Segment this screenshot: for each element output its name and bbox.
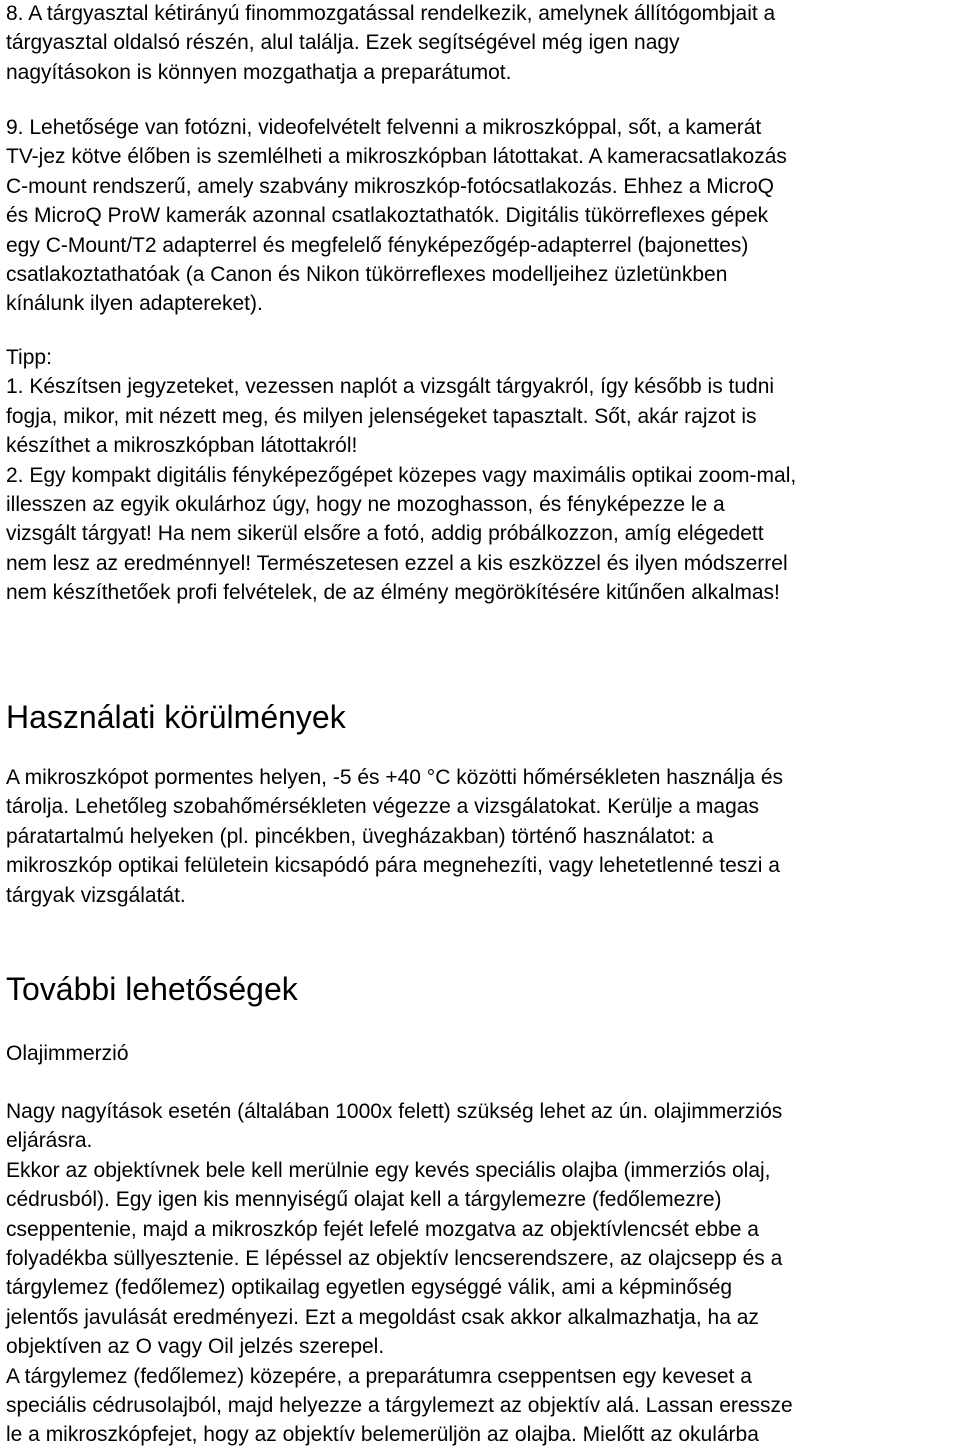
text-line: A mikroszkópot pormentes helyen, -5 és +40 °C közötti hőmérsékleten használja és <box>6 766 784 789</box>
subheading-oil-immersion <box>6 1039 129 1068</box>
text-line: Olajimmerzió <box>6 1042 129 1065</box>
paragraph-tips <box>6 343 796 608</box>
text-line: illesszen az egyik okulárhoz úgy, hogy ne mozoghasson, és fényképezze le a <box>6 493 725 517</box>
text-line: tárolja. Lehetőleg szobahőmérsékleten végezze a vizsgálatokat. Kerülje a magas <box>6 795 759 819</box>
text-line: készíthet a mikroszkópban látottakról! <box>6 434 358 458</box>
text-line: le a mikroszkópfejet, hogy az objektív belemerüljön az olajba. Mielőtt az okulárba <box>6 1423 759 1447</box>
text-line: tárgyasztal oldalsó részén, alul találja. Ezek segítségével még igen nagy <box>6 31 680 55</box>
text-line: tárgylemez (fedőlemez) optikailag egyetlen egységgé válik, ami a képminőség <box>6 1276 733 1300</box>
text-line: Nagy nagyítások esetén (általában 1000x felett) szükség lehet az ún. olajimmerziós <box>6 1100 783 1123</box>
text-line: Ekkor az objektívnek bele kell merülnie egy kevés speciális olajba (immerziós olaj, <box>6 1158 771 1182</box>
text-line: nem lesz az eredménnyel! Természetesen ezzel a kis eszközzel és ilyen módszerrel <box>6 551 788 575</box>
paragraph-camera <box>6 113 787 319</box>
text-line: cédrusból). Egy igen kis mennyiségű olajat kell a tárgylemezre (fedőlemezre) <box>6 1188 722 1212</box>
paragraph-usage-conditions <box>6 763 783 910</box>
text-line: 8. A tárgyasztal kétirányú finommozgatással rendelkezik, amelynek állítógombjait a <box>6 2 776 25</box>
text-line: jelentős javulását eredményezi. Ezt a megoldást csak akkor alkalmazhatja, ha az <box>6 1305 759 1329</box>
text-line: cseppentenie, majd a mikroszkóp fejét lefelé mozgatva az objektívlencsét ebbe a <box>6 1217 759 1241</box>
text-line: csatlakoztathatóak (a Canon és Nikon tükörreflexes modelljeihez üzletünkben <box>6 263 728 287</box>
text-line: és MicroQ ProW kamerák azonnal csatlakoztathatók. Digitális tükörreflexes gépek <box>6 204 769 228</box>
text-line: tárgyak vizsgálatát. <box>6 883 186 907</box>
section-heading-further-options: További lehetőségek <box>6 971 298 1007</box>
text-line: TV-jez kötve élőben is szemlélheti a mikroszkópban látottakat. A kameracsatlakozás <box>6 145 787 169</box>
text-line: 9. Lehetősége van fotózni, videofelvételt felvenni a mikroszkóppal, sőt, a kamerát <box>6 116 762 139</box>
text-line: kínálunk ilyen adaptereket). <box>6 292 263 316</box>
paragraph-stage-controls <box>6 0 775 87</box>
text-line: mikroszkóp optikai felületein kicsapódó pára megnehezíti, vagy lehetetlenné teszi a <box>6 854 780 878</box>
text-line: nagyításokon is könnyen mozgathatja a preparátumot. <box>6 60 512 84</box>
text-line: nem készíthetőek profi felvételek, de az élmény megörökítésére kitűnően alkalmas! <box>6 581 780 605</box>
text-line: páratartalmú helyeken (pl. pincékben, üvegházakban) történő használatot: a <box>6 824 714 848</box>
text-line: A tárgylemez (fedőlemez) közepére, a preparátumra cseppentsen egy keveset a <box>6 1364 752 1388</box>
paragraph-oil-immersion <box>6 1097 793 1450</box>
text-line: fogja, mikor, mit nézett meg, és milyen jelenségeket tapasztalt. Sőt, akár rajzot is <box>6 404 757 428</box>
text-line: vizsgált tárgyat! Ha nem sikerül elsőre a fotó, addig próbálkozzon, amíg elégedett <box>6 522 764 546</box>
text-line: objektíven az O vagy Oil jelzés szerepel. <box>6 1335 385 1359</box>
text-line: Tipp: <box>6 346 52 369</box>
text-line: speciális cédrusolajból, majd helyezze a tárgylemezt az objektív alá. Lassan eressze <box>6 1394 793 1418</box>
text-line: eljárásra. <box>6 1129 93 1153</box>
text-line: egy C-Mount/T2 adapterrel és megfelelő fényképezőgép-adapterrel (bajonettes) <box>6 233 749 257</box>
text-line: 1. Készítsen jegyzeteket, vezessen naplót a vizsgált tárgyakról, így később is tudni <box>6 375 775 399</box>
text-line: C-mount rendszerű, amely szabvány mikroszkóp-fotócsatlakozás. Ehhez a MicroQ <box>6 174 774 198</box>
text-line: folyadékba süllyesztenie. E lépéssel az objektív lencserendszere, az olajcsepp és a <box>6 1247 783 1271</box>
section-heading-usage-conditions: Használati körülmények <box>6 699 346 735</box>
text-line: 2. Egy kompakt digitális fényképezőgépet közepes vagy maximális optikai zoom-mal, <box>6 463 797 487</box>
